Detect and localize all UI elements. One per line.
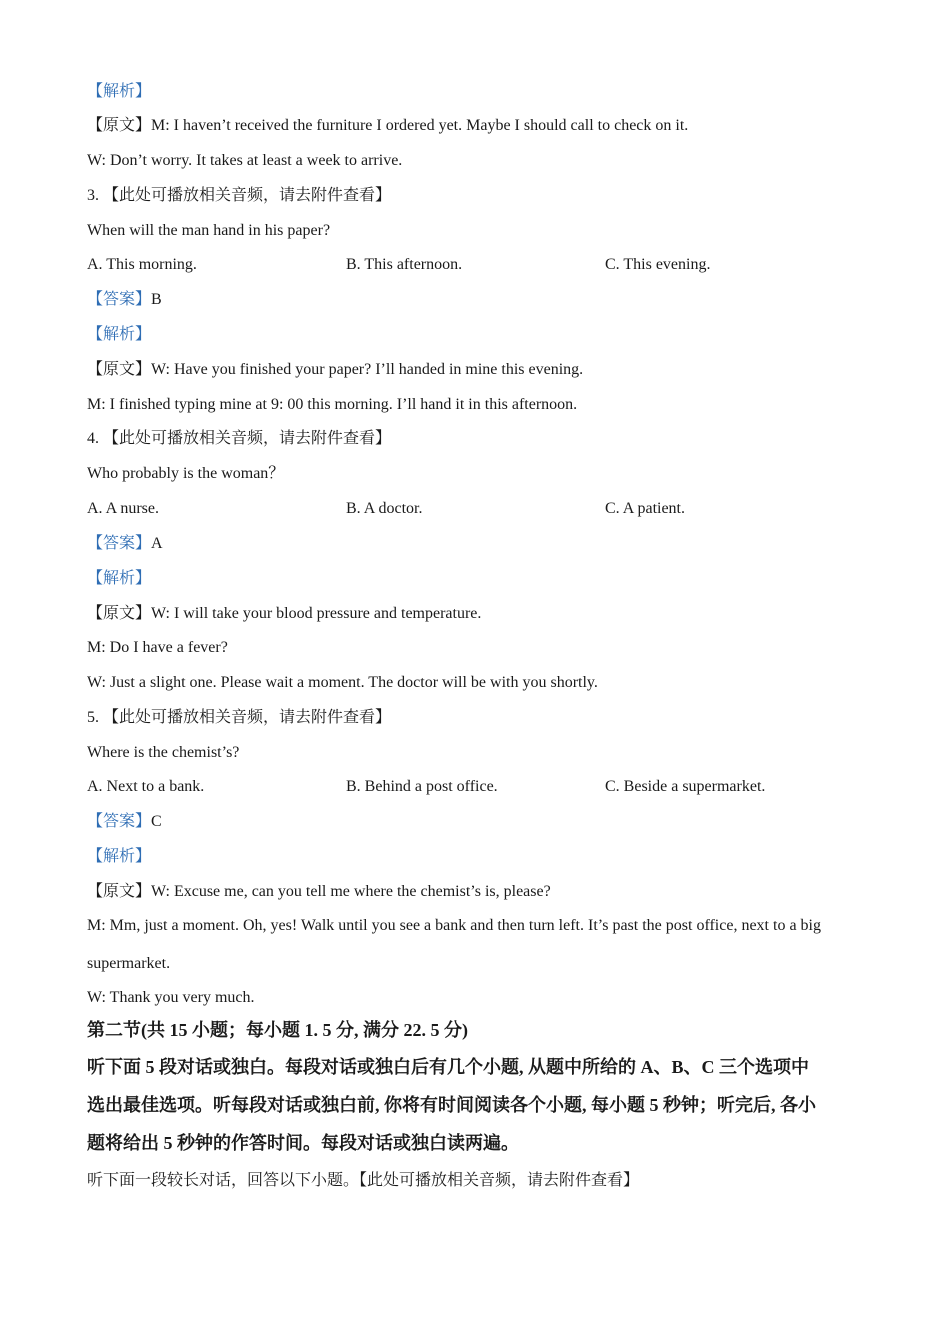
analysis-tag: 【解析】 [87, 326, 152, 343]
text-line: 【原文】W: Have you finished your paper? I’ll handed in mine this evening. [87, 361, 584, 378]
answer-value: A [151, 535, 163, 552]
text-line: 5. 【此处可播放相关音频，请去附件查看】 [87, 709, 392, 726]
text-line: W: Just a slight one. Please wait a moment. The doctor will be with you shortly. [87, 674, 598, 691]
section-heading: 第二节(共 15 小题；每小题 1. 5 分, 满分 22. 5 分) [87, 1020, 468, 1040]
answer-option: B. Behind a post office. [346, 778, 498, 795]
text-line: Who probably is the woman？ [87, 465, 285, 482]
analysis-tag: 【解析】 [87, 848, 152, 865]
text-line: 【原文】W: I will take your blood pressure and temperature. [87, 605, 482, 622]
text-line: When will the man hand in his paper? [87, 222, 331, 239]
text-line: supermarket. [87, 955, 171, 972]
text-line: M: I finished typing mine at 9: 00 this morning. I’ll hand it in this afternoon. [87, 396, 578, 413]
answer-option: C. This evening. [605, 256, 711, 273]
answer-option: A. A nurse. [87, 500, 159, 517]
answer-option: C. Beside a supermarket. [605, 778, 766, 795]
analysis-tag: 【解析】 [87, 83, 152, 100]
answer-tag: 【答案】 [87, 291, 152, 308]
section-heading: 题将给出 5 秒钟的作答时间。每段对话或独白读两遍。 [87, 1133, 519, 1153]
text-line: 【原文】M: I haven’t received the furniture I ordered yet. Maybe I should call to check on it. [87, 117, 689, 134]
analysis-tag: 【解析】 [87, 570, 152, 587]
section-heading: 听下面 5 段对话或独白。每段对话或独白后有几个小题, 从题中所给的 A、B、C 三个选项中 [87, 1057, 810, 1077]
text-line: 4. 【此处可播放相关音频，请去附件查看】 [87, 430, 392, 447]
text-line: 听下面一段较长对话，回答以下小题。【此处可播放相关音频，请去附件查看】 [87, 1172, 640, 1189]
text-line: W: Thank you very much. [87, 989, 255, 1006]
text-line: W: Don’t worry. It takes at least a week to arrive. [87, 152, 403, 169]
answer-line [87, 812, 162, 832]
answer-line [87, 534, 163, 554]
answer-value: C [151, 813, 162, 830]
answer-value: B [151, 291, 162, 308]
answer-tag: 【答案】 [87, 813, 152, 830]
text-line: Where is the chemist’s? [87, 744, 240, 761]
answer-line [87, 290, 162, 310]
text-line: M: Mm, just a moment. Oh, yes! Walk until you see a bank and then turn left. It’s past the post office, next to a big [87, 917, 821, 934]
answer-option: B. A doctor. [346, 500, 423, 517]
answer-option: C. A patient. [605, 500, 685, 517]
text-line: 【原文】W: Excuse me, can you tell me where the chemist’s is, please? [87, 883, 551, 900]
text-line: M: Do I have a fever? [87, 639, 228, 656]
text-line: 3. 【此处可播放相关音频，请去附件查看】 [87, 187, 392, 204]
section-heading: 选出最佳选项。听每段对话或独白前, 你将有时间阅读各个小题, 每小题 5 秒钟；听完后, 各小 [87, 1095, 816, 1115]
answer-option: A. This morning. [87, 256, 197, 273]
answer-option: A. Next to a bank. [87, 778, 205, 795]
answer-option: B. This afternoon. [346, 256, 463, 273]
answer-tag: 【答案】 [87, 535, 152, 552]
